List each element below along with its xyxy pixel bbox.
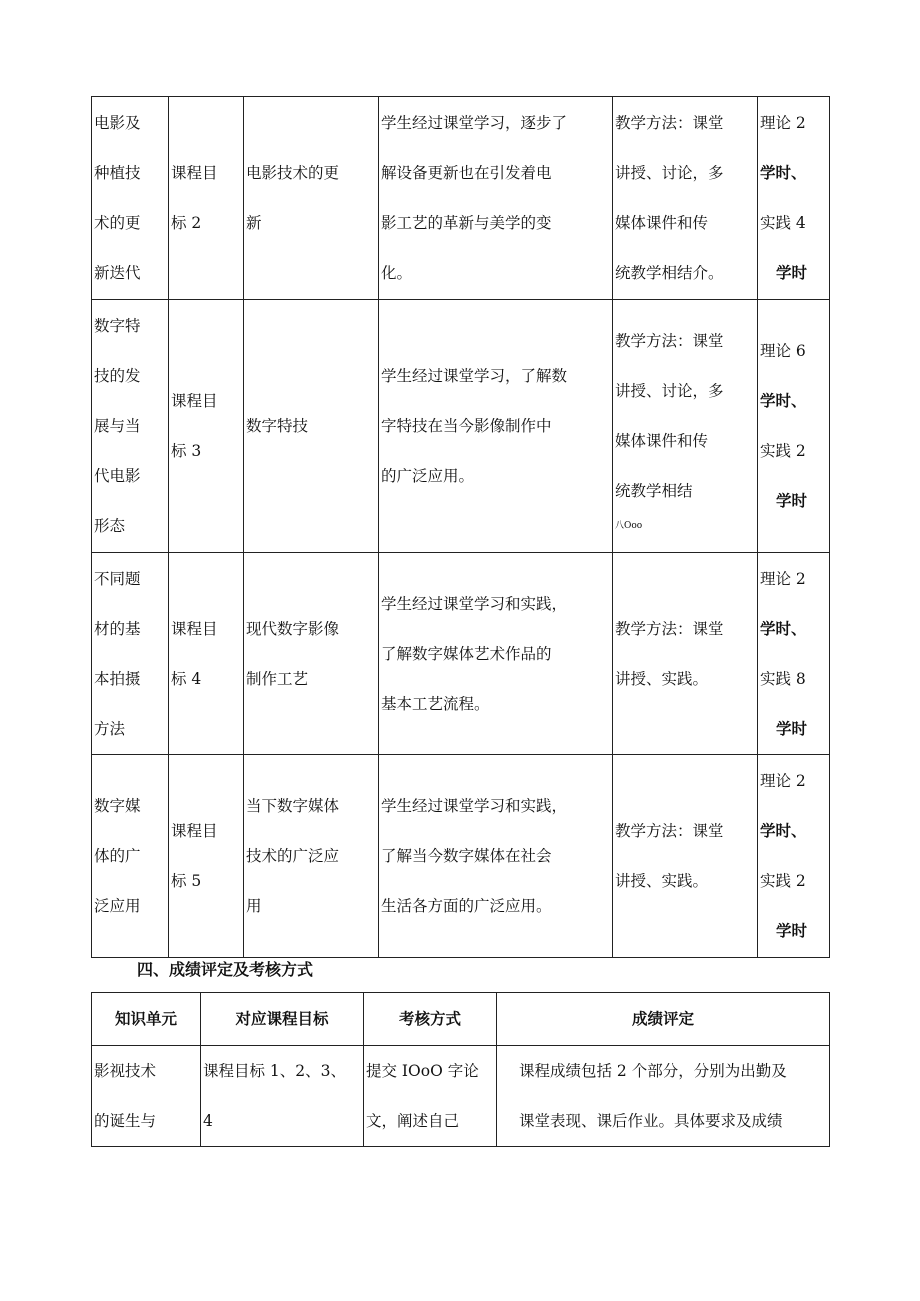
assessment-table	[91, 992, 830, 1147]
teaching-content-cell: 数字特技	[244, 300, 379, 553]
course-plan-table	[91, 96, 830, 958]
course-objective-cell: 课程目 标 4	[169, 553, 244, 755]
teaching-method-cell: 教学方法：课堂 讲授、讨论，多 媒体课件和传 统教学相结 八Ooo	[613, 300, 758, 553]
class-hours-cell: 理论 2 学时、 实践 4 学时	[758, 97, 830, 300]
teaching-method-cell: 教学方法：课堂 讲授、讨论，多 媒体课件和传 统教学相结介。	[613, 97, 758, 300]
teaching-content-cell: 电影技术的更 新	[244, 97, 379, 300]
course-objective-cell: 课程目 标 5	[169, 755, 244, 958]
table-header-row	[92, 993, 830, 1046]
teaching-content-cell: 当下数字媒体 技术的广泛应 用	[244, 755, 379, 958]
class-hours-cell: 理论 6 学时、 实践 2 学时	[758, 300, 830, 553]
knowledge-unit-cell: 电影及 种植技 术的更 新迭代	[92, 97, 169, 300]
grade-evaluation-cell: 课程成绩包括 2 个部分，分别为出勤及 课堂表现、课后作业。具体要求及成绩	[497, 1046, 830, 1147]
teaching-content-cell: 现代数字影像 制作工艺	[244, 553, 379, 755]
teaching-method-cell: 教学方法：课堂 讲授、实践。	[613, 755, 758, 958]
course-objective-cell: 课程目 标 2	[169, 97, 244, 300]
knowledge-unit-cell: 数字特 技的发 展与当 代电影 形态	[92, 300, 169, 553]
knowledge-unit-cell: 影视技术 的诞生与	[92, 1046, 201, 1147]
teaching-method-cell: 教学方法：课堂 讲授、实践。	[613, 553, 758, 755]
table-row	[92, 553, 830, 755]
class-hours-cell: 理论 2 学时、 实践 8 学时	[758, 553, 830, 755]
header-knowledge-unit: 知识单元	[92, 993, 201, 1046]
class-hours-cell: 理论 2 学时、 实践 2 学时	[758, 755, 830, 958]
learning-requirement-cell: 学生经过课堂学习，逐步了 解设备更新也在引发着电 影工艺的革新与美学的变 化。	[379, 97, 613, 300]
learning-requirement-cell: 学生经过课堂学习和实践， 了解数字媒体艺术作品的 基本工艺流程。	[379, 553, 613, 755]
header-assessment-method: 考核方式	[364, 993, 497, 1046]
learning-requirement-cell: 学生经过课堂学习，了解数 字特技在当今影像制作中 的广泛应用。	[379, 300, 613, 553]
table-row	[92, 300, 830, 553]
table-row	[92, 755, 830, 958]
section-title: 四、成绩评定及考核方式	[137, 960, 314, 979]
knowledge-unit-cell: 不同题 材的基 本拍摄 方法	[92, 553, 169, 755]
header-course-objective: 对应课程目标	[201, 993, 364, 1046]
header-grade-evaluation: 成绩评定	[497, 993, 830, 1046]
learning-requirement-cell: 学生经过课堂学习和实践， 了解当今数字媒体在社会 生活各方面的广泛应用。	[379, 755, 613, 958]
table-row	[92, 1046, 830, 1147]
assessment-method-cell: 提交 IOoO 字论 文，阐述自己	[364, 1046, 497, 1147]
course-objective-cell: 课程目 标 3	[169, 300, 244, 553]
knowledge-unit-cell: 数字媒 体的广 泛应用	[92, 755, 169, 958]
course-objective-cell: 课程目标 1、2、3、 4	[201, 1046, 364, 1147]
table-row	[92, 97, 830, 300]
